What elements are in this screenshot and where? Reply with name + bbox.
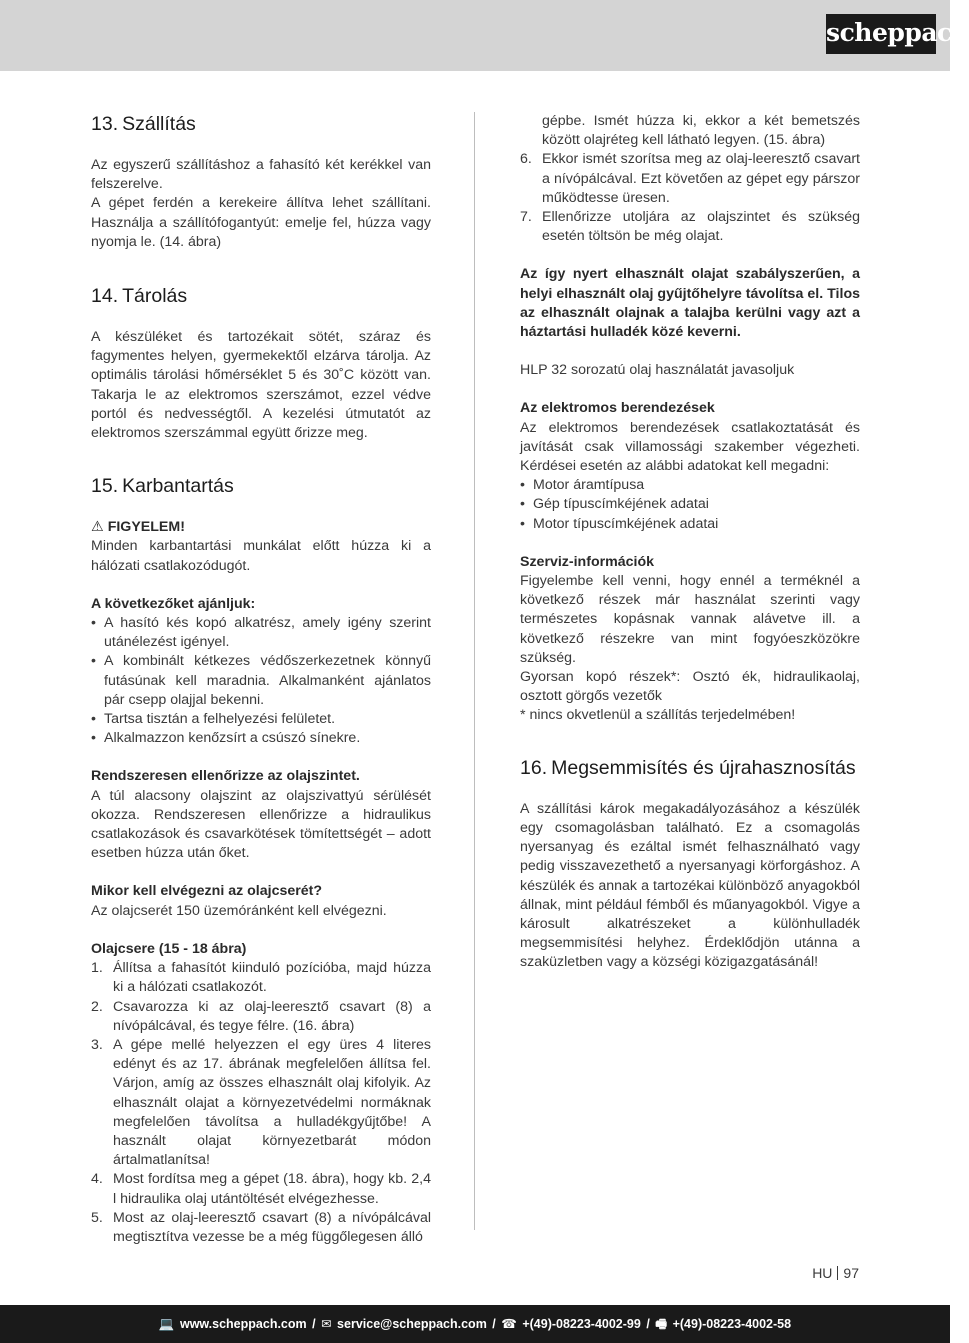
list-item: • Gép típuscímkéjének adatai — [520, 495, 860, 514]
fax-icon: 🖷 — [655, 1317, 668, 1331]
right-column — [520, 112, 860, 973]
electrical-text: Az elektromos berendezések csatlakoztatását és javítását csak villamossági szakember végezheti. Kérdései esetén az alábbi adatokat kell megadni: — [520, 419, 860, 475]
phone-icon: ☎ — [501, 1317, 517, 1331]
section-16-text: A szállítási károk megakadályozásához a készülék egy csomagolásban található. Ez a csomagolás nyersanyag és ezáltal ismét felhasználható vagy pedig visszavezethető a nyersanyagi körforgáshoz. A készülék és annak a tartozékai különböző anyagokból állnak, mint például fémből és műanyagokból. Vigye a károsult alkatrészeket a különhulladék megsemmisítési helyhez. Érdeklődjön utánna a szaküzletben vagy a községi közigazgatásánál! — [520, 800, 860, 971]
website-link[interactable]: www.scheppach.com — [179, 1317, 307, 1331]
oil-change-steps-continued — [520, 112, 860, 246]
section-13-para-2: A gépet ferdén a kerekeire állítva lehet szállítani. Használja a szállítófogantyút: emelje fel, húzza vagy nyomja le. (14. ábra) — [91, 195, 431, 250]
oil-change-when-text: Az olajcserét 150 üzemóránként kell elvégezni. — [91, 902, 387, 919]
oil-change-when-title: Mikor kell elvégezni az olajcserét? — [91, 883, 323, 900]
oil-disposal-notice: Az így nyert elhasznált olajat szabályszerűen, a helyi elhasznált olaj gyűjtőhelyre távolítsa el. Tilos az elhasznált olajnak a talajba kerülni vagy azt a háztartási hulladék közé keverni. — [520, 266, 860, 341]
section-13-para-1: Az egyszerű szállításhoz a fahasító két kerékkel van felszerelve. — [91, 157, 431, 193]
header-bar — [0, 0, 969, 71]
electrical-title: Az elektromos berendezések — [520, 400, 715, 417]
list-item: • Tartsa tisztán a felhelyezési felületet. — [91, 710, 431, 729]
oil-change-steps — [91, 959, 431, 1247]
recommend-title: A következőket ajánljuk: — [91, 595, 256, 612]
list-item: • Motor áramtípusa — [520, 476, 860, 495]
service-parts: Gyorsan kopó részek*: Osztó ék, hidraulikaolaj, osztott görgős vezetők — [520, 669, 860, 705]
scheppach-logo: scheppach — [826, 14, 936, 54]
phone-number: +(49)-08223-4002-99 — [522, 1317, 641, 1331]
list-item: • Motor típuscímkéjének adatai — [520, 515, 860, 534]
oil-recommendation: HLP 32 sorozatú olaj használatát javasoljuk — [520, 362, 795, 379]
email-link[interactable]: service@scheppach.com — [337, 1317, 487, 1331]
list-item: gépbe. Ismét húzza ki, ekkor a két bemetszés között olajréteg kell látható legyen. (15. ábra) — [542, 113, 860, 149]
section-14-heading: 14. Tárolás — [91, 285, 188, 308]
list-item: • A kombinált kétkezes védőszerkezetnek könnyű futásúnak kell maradnia. Alkalmanként ajánlatos pár csepp olajjal bekenni. — [91, 652, 431, 710]
recommend-list — [91, 614, 431, 748]
computer-icon: 💻 — [158, 1317, 175, 1331]
footer-bar: 💻 www.scheppach.com / ✉ service@scheppach.com / ☎ +(49)-08223-4002-99 / 🖷 +(49)-08223-4002-58 — [0, 1305, 950, 1343]
list-item: 3. A gépe mellé helyezzen el egy üres 4 literes edényt és az 17. ábrának megfelelően állítsa fel. Várjon, amíg az összes elhasznált olaj kifolyik. Az elhasznált olajat a környezetvédelmi normáknak megfelelően távolítsa a hulladékgyűjtőbe! A használt olajat környezetbarát módon ártalmatlanítsa! — [91, 1036, 431, 1169]
list-item: 2. Csavarozza ki az olaj-leeresztő csavart (8) a nívópálcával, és tegye félre. (16. ábra) — [91, 998, 431, 1034]
page-number-value: 97 — [843, 1265, 859, 1281]
section-16-heading: 16. Megsemmisítés és újrahasznosítás — [520, 756, 856, 779]
list-item: 7. Ellenőrizze utoljára az olajszintet és szükség esetén töltsön be még olajat. — [520, 209, 860, 245]
list-item: 1. Állítsa a fahasítót kiinduló pozícióba, majd húzza ki a hálózati csatlakozót. — [91, 960, 431, 996]
section-14-para-1: A készüléket és tartozékait sötét, száraz és fagymentes helyen, gyermekektől elzárva tárolja. Az optimális tárolási hőmérséklet 5 és 30˚C között van. Takarja le az elektromos szerszámot, ezzel védve portól és nedvességtől. A kezelési útmutatót az elektromos szerszámmal együtt őrizze meg. — [91, 329, 431, 442]
list-item: 4. Most fordítsa meg a gépet (18. ábra), hogy kb. 2,4 l hidraulika olaj utántöltését elvégezhesse. — [91, 1171, 431, 1207]
warning-text: Minden karbantartási munkálat előtt húzza ki a hálózati csatlakozódugót. — [91, 538, 431, 574]
page-number — [812, 1265, 859, 1281]
section-15-heading: 15. Karbantartás — [91, 475, 234, 498]
service-note: * nincs okvetlenül a szállítás terjedelmében! — [520, 707, 796, 724]
list-item: 5. Most az olaj-leeresztő csavart (8) a nívópálcával megtisztítva vezesse be a még függőlegesen álló — [91, 1209, 431, 1245]
warning-title: ⚠ FIGYELEM! — [91, 519, 185, 536]
fax-number: +(49)-08223-4002-58 — [672, 1317, 792, 1331]
list-item: • Alkalmazzon kenőzsírt a csúszó sínekre. — [91, 729, 431, 748]
service-text: Figyelembe kell venni, hogy ennél a terméknél a következő részek már használat szerinti vagy természetes kopásnak vannak alávetve ill. a következő részekre van mint fogyóeszközökre szükség. — [520, 573, 860, 666]
oil-check-text: A túl alacsony olajszint az olajszivattyú sérülését okozza. Rendszeresen ellenőrizze a hidraulikus csatlakozások és csavarkötések tömítettségét – adott esetben húzza után őket. — [91, 787, 431, 862]
mail-icon: ✉ — [321, 1317, 332, 1331]
list-item: • A hasító kés kopó alkatrész, amely igény szerint utánélezést igényel. — [91, 614, 431, 652]
section-13-heading: 13. Szállítás — [91, 113, 196, 135]
electrical-list — [520, 476, 860, 534]
oil-change-title: Olajcsere (15 - 18 ábra) — [91, 940, 247, 957]
list-item: 6. Ekkor ismét szorítsa meg az olaj-leeresztő csavart a nívópálcával. Ezt követően az gépet egy párszor működtesse üresen. — [520, 151, 860, 206]
warning-icon: ⚠ — [91, 519, 104, 536]
left-column — [91, 112, 431, 1247]
service-title: Szerviz-információk — [520, 553, 655, 570]
column-divider — [474, 112, 475, 1230]
language-code: HU — [812, 1265, 833, 1281]
oil-check-title: Rendszeresen ellenőrizze az olajszintet. — [91, 768, 360, 785]
